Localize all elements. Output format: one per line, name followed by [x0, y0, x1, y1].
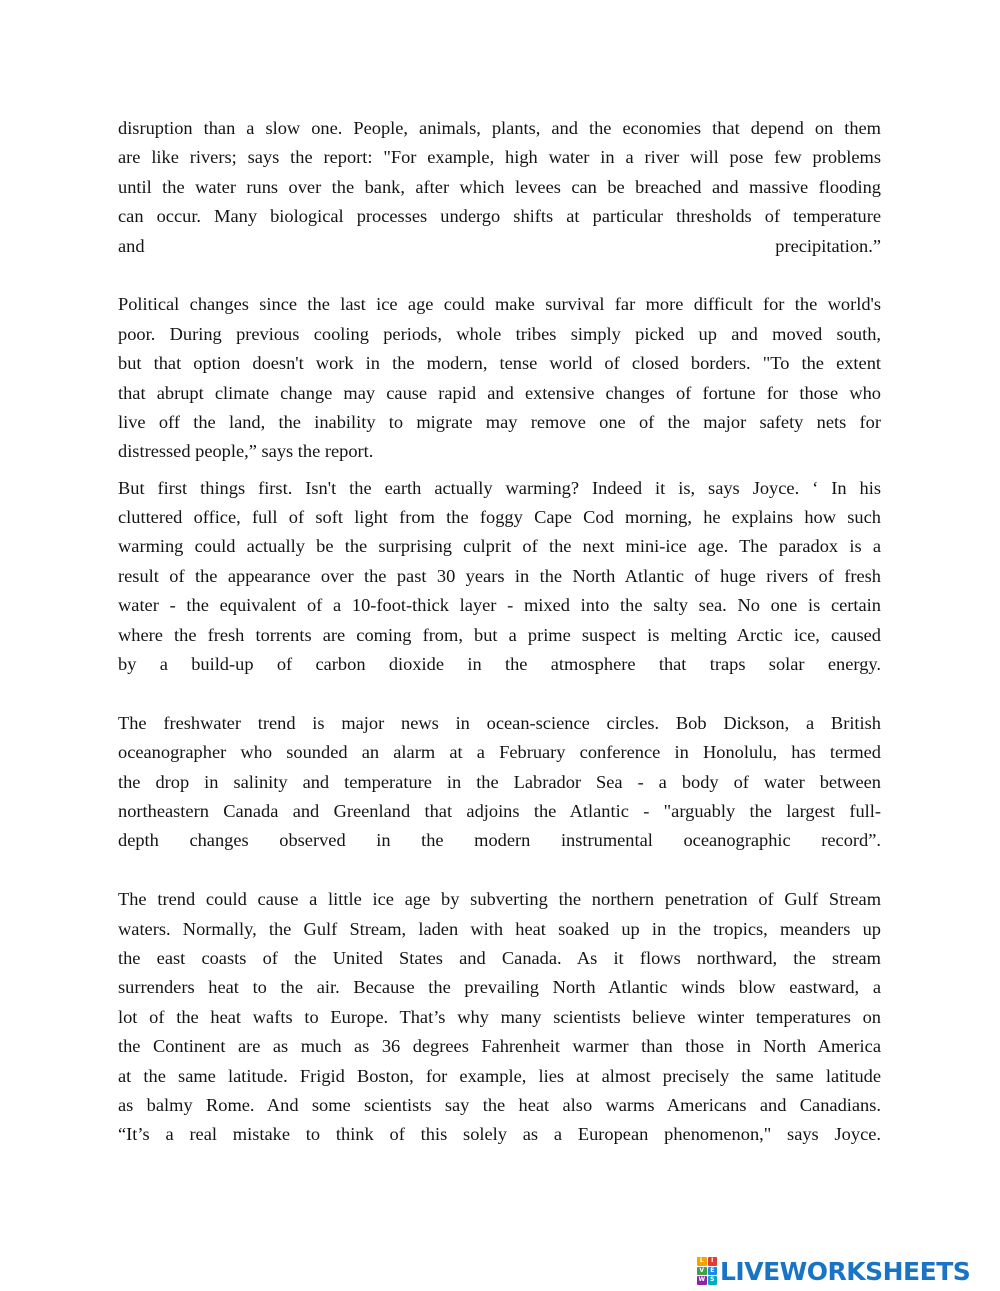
paragraph-1 [118, 114, 881, 261]
text-line: are like rivers; says the report: "For example, high water in a river will pose few problems [118, 147, 881, 168]
text-line: as balmy Rome. And some scientists say the heat also warms Americans and Canadians. [118, 1094, 881, 1115]
text-line: Political changes since the last ice age could make survival far more difficult for the world's [118, 294, 881, 315]
text-line: until the water runs over the bank, after which levees can be breached and massive flooding [118, 176, 881, 197]
document-body [118, 114, 881, 1150]
text-line: poor. During previous cooling periods, whole tribes simply picked up and moved south, [118, 323, 881, 344]
text-line: and precipitation.” [118, 235, 881, 256]
logo-mark-cell: W [698, 1276, 706, 1284]
text-line: result of the appearance over the past 30 years in the North Atlantic of huge rivers of fresh [118, 565, 881, 586]
text-line: disruption than a slow one. People, animals, plants, and the economies that depend on them [118, 118, 881, 138]
text-line: but that option doesn't work in the modern, tense world of closed borders. "To the extent [118, 353, 881, 374]
logo-mark-cell: S [708, 1276, 718, 1285]
logo-mark-cell: L [697, 1257, 707, 1266]
text-line: the drop in salinity and temperature in the Labrador Sea - a body of water between [118, 771, 881, 792]
paragraph-5 [118, 885, 881, 1150]
text-line: lot of the heat wafts to Europe. That’s why many scientists believe winter temperatures on [118, 1006, 881, 1027]
text-line: surrenders heat to the air. Because the prevailing North Atlantic winds blow eastward, a [118, 977, 881, 998]
text-line: the east coasts of the United States and Canada. As it flows northward, the stream [118, 947, 881, 968]
logo-wordmark: LIVEWORKSHEETS [720, 1256, 971, 1286]
liveworksheets-logo[interactable] [697, 1254, 970, 1288]
text-line: at the same latitude. Frigid Boston, for example, lies at almost precisely the same latitude [118, 1065, 881, 1086]
text-line: “It’s a real mistake to think of this solely as a European phenomenon," says Joyce. [118, 1124, 881, 1145]
text-line: The trend could cause a little ice age by subverting the northern penetration of Gulf Stream [118, 889, 881, 910]
text-line: can occur. Many biological processes undergo shifts at particular thresholds of temperature [118, 206, 881, 227]
text-line: the Continent are as much as 36 degrees Fahrenheit warmer than those in North America [118, 1036, 881, 1057]
text-line: by a build-up of carbon dioxide in the atmosphere that traps solar energy. [118, 654, 881, 675]
text-line: oceanographer who sounded an alarm at a February conference in Honolulu, has termed [118, 742, 881, 763]
paragraph-4 [118, 709, 881, 856]
text-line: where the fresh torrents are coming from, but a prime suspect is melting Arctic ice, caused [118, 624, 881, 645]
text-line: northeastern Canada and Greenland that adjoins the Atlantic - "arguably the largest full- [118, 800, 881, 821]
text-line: water - the equivalent of a 10-foot-thick layer - mixed into the salty sea. No one is certain [118, 595, 881, 616]
logo-mark-cell: I [708, 1257, 718, 1266]
text-line: depth changes observed in the modern instrumental oceanographic record”. [118, 830, 881, 851]
text-line: waters. Normally, the Gulf Stream, laden with heat soaked up in the tropics, meanders up [118, 918, 881, 939]
text-line: warming could actually be the surprising culprit of the next mini-ice age. The paradox is a [118, 536, 881, 557]
paragraph-3 [118, 474, 881, 680]
text-line: cluttered office, full of soft light from the foggy Cape Cod morning, he explains how such [118, 507, 881, 528]
text-line: live off the land, the inability to migrate may remove one of the major safety nets for [118, 411, 881, 432]
logo-mark-cell: E [708, 1267, 718, 1276]
paragraph-2 [118, 290, 881, 466]
liveworksheets-logo-icon [697, 1257, 717, 1285]
text-line: The freshwater trend is major news in ocean-science circles. Bob Dickson, a British [118, 712, 881, 733]
text-line: But first things first. Isn't the earth actually warming? Indeed it is, says Joyce. ‘ In his [118, 477, 881, 498]
text-line: distressed people,” says the report. [118, 441, 374, 462]
logo-mark-cell: V [697, 1267, 707, 1276]
text-line: that abrupt climate change may cause rapid and extensive changes of fortune for those who [118, 382, 881, 403]
